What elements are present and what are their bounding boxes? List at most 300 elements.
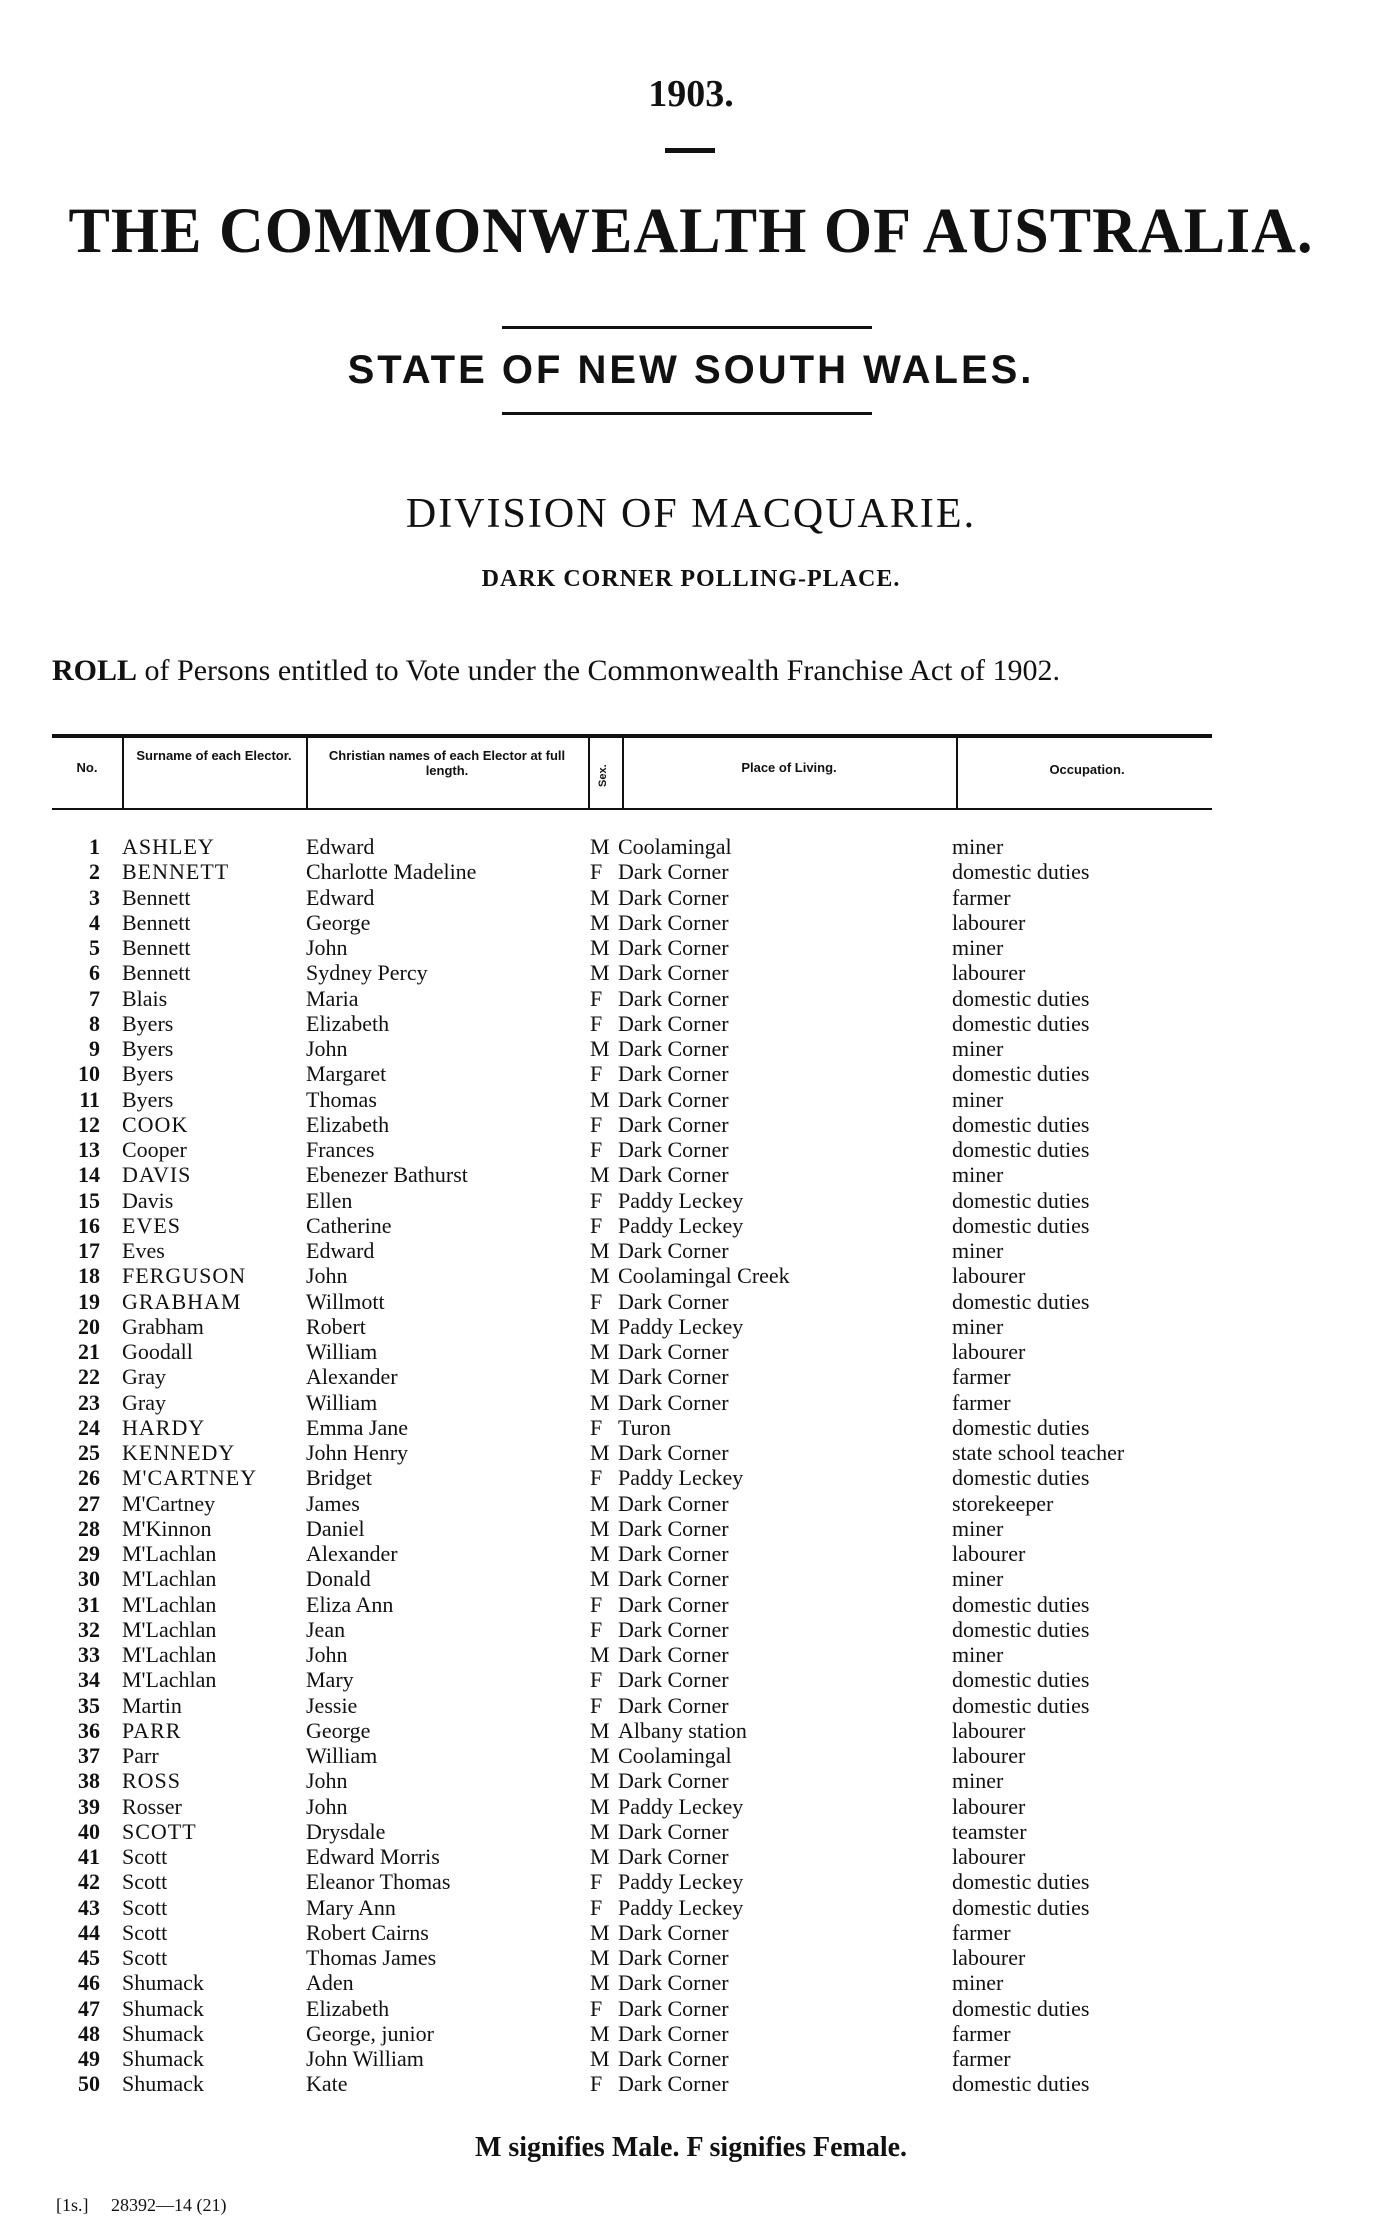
row-number: 30 xyxy=(78,1566,100,1592)
elector-occupation: domestic duties xyxy=(952,1591,1090,1617)
elector-place: Dark Corner xyxy=(618,1945,729,1970)
elector-surname: Eves xyxy=(122,1238,165,1263)
elector-sex: F xyxy=(590,1869,603,1895)
elector-place: Paddy Leckey xyxy=(618,1465,744,1491)
elector-sex: F xyxy=(590,2071,603,2097)
elector-sex: M xyxy=(590,1339,610,1364)
elector-christian-names: John xyxy=(306,935,348,960)
elector-surname: M'Kinnon xyxy=(122,1515,212,1541)
elector-occupation: domestic duties xyxy=(952,1010,1090,1036)
row-number: 34 xyxy=(78,1667,100,1693)
elector-surname: GRABHAM xyxy=(122,1288,242,1314)
elector-occupation: miner xyxy=(952,834,1004,859)
elector-christian-names: Eleanor Thomas xyxy=(306,1869,451,1895)
print-ref: 28392—14 (21) xyxy=(111,2195,227,2215)
row-number: 50 xyxy=(78,2071,100,2097)
row-number: 11 xyxy=(79,1086,100,1112)
elector-surname: COOK xyxy=(122,1111,189,1137)
elector-surname: FERGUSON xyxy=(122,1263,247,1289)
print-reference xyxy=(56,2195,227,2216)
elector-sex: M xyxy=(590,1919,610,1945)
row-number: 9 xyxy=(89,1036,100,1061)
elector-surname: Rosser xyxy=(122,1793,182,1819)
roll-rest: of Persons entitled to Vote under the Commonwealth Franchise Act of 1902. xyxy=(137,654,1060,687)
elector-occupation: miner xyxy=(952,1086,1004,1112)
row-number: 36 xyxy=(78,1717,100,1743)
elector-surname: Byers xyxy=(122,1086,174,1112)
elector-occupation: miner xyxy=(952,1162,1004,1188)
elector-christian-names: Alexander xyxy=(306,1541,398,1566)
elector-sex: F xyxy=(590,1414,603,1440)
elector-place: Dark Corner xyxy=(618,935,729,960)
elector-surname: M'Cartney xyxy=(122,1490,216,1516)
row-number: 40 xyxy=(78,1818,100,1844)
row-number: 24 xyxy=(78,1414,100,1440)
elector-sex: F xyxy=(590,1616,603,1642)
row-number: 26 xyxy=(78,1465,100,1491)
elector-christian-names: Sydney Percy xyxy=(306,960,428,986)
elector-christian-names: George xyxy=(306,1717,371,1743)
elector-surname: Shumack xyxy=(122,2071,204,2097)
elector-sex: F xyxy=(590,1061,603,1087)
row-number: 49 xyxy=(78,2046,100,2071)
elector-christian-names: Ebenezer Bathurst xyxy=(306,1162,468,1188)
elector-occupation: teamster xyxy=(952,1818,1027,1844)
row-number: 46 xyxy=(78,1970,100,1996)
elector-sex: F xyxy=(590,1894,603,1920)
row-number: 7 xyxy=(89,985,100,1011)
elector-occupation: domestic duties xyxy=(952,1187,1090,1213)
elector-occupation: labourer xyxy=(952,1541,1026,1566)
elector-christian-names: James xyxy=(306,1490,360,1516)
elector-place: Dark Corner xyxy=(618,909,729,935)
elector-place: Paddy Leckey xyxy=(618,1869,744,1895)
elector-place: Dark Corner xyxy=(618,1490,729,1516)
elector-place: Dark Corner xyxy=(618,1844,729,1869)
col-header-sex: Sex. xyxy=(597,764,609,788)
elector-surname: Byers xyxy=(122,1061,174,1087)
elector-surname: Blais xyxy=(122,985,168,1011)
elector-place: Dark Corner xyxy=(618,1364,729,1390)
elector-surname: Parr xyxy=(122,1743,159,1768)
elector-christian-names: George, junior xyxy=(306,2020,434,2046)
elector-place: Dark Corner xyxy=(618,884,729,910)
elector-surname: Goodall xyxy=(122,1339,193,1364)
sex-legend: M signifies Male. F signifies Female. xyxy=(474,2132,908,2163)
elector-christian-names: Bridget xyxy=(306,1465,372,1491)
elector-occupation: farmer xyxy=(952,2046,1011,2071)
row-number: 33 xyxy=(78,1642,100,1667)
elector-christian-names: Jessie xyxy=(306,1692,358,1718)
elector-place: Dark Corner xyxy=(618,1541,729,1566)
elector-sex: F xyxy=(590,1187,603,1213)
elector-occupation: miner xyxy=(952,1970,1004,1996)
elector-surname: M'Lachlan xyxy=(122,1616,217,1642)
elector-place: Coolamingal xyxy=(618,834,732,859)
elector-place: Paddy Leckey xyxy=(618,1894,744,1920)
row-number: 38 xyxy=(78,1768,100,1794)
row-number: 13 xyxy=(78,1137,100,1162)
elector-christian-names: Emma Jane xyxy=(306,1414,409,1440)
elector-place: Dark Corner xyxy=(618,1238,729,1263)
elector-sex: F xyxy=(590,1995,603,2021)
elector-sex: M xyxy=(590,1086,610,1112)
elector-christian-names: William xyxy=(306,1743,378,1768)
elector-christian-names: Ellen xyxy=(306,1187,353,1213)
row-number: 27 xyxy=(78,1490,100,1516)
elector-surname: Gray xyxy=(122,1389,166,1415)
elector-occupation: labourer xyxy=(952,1717,1026,1743)
elector-surname: Bennett xyxy=(122,935,191,960)
row-number: 6 xyxy=(89,960,100,986)
elector-surname: M'Lachlan xyxy=(122,1642,217,1667)
elector-christian-names: Donald xyxy=(306,1566,371,1592)
elector-surname: Martin xyxy=(122,1692,182,1718)
elector-occupation: labourer xyxy=(952,1263,1026,1289)
elector-sex: M xyxy=(590,1313,610,1339)
elector-place: Dark Corner xyxy=(618,1591,729,1617)
elector-sex: M xyxy=(590,960,610,986)
elector-sex: M xyxy=(590,884,610,910)
elector-occupation: labourer xyxy=(952,1793,1026,1819)
row-number: 41 xyxy=(78,1844,100,1869)
elector-christian-names: William xyxy=(306,1339,378,1364)
elector-place: Dark Corner xyxy=(618,1566,729,1592)
elector-occupation: farmer xyxy=(952,1919,1011,1945)
elector-place: Dark Corner xyxy=(618,1995,729,2021)
elector-place: Coolamingal xyxy=(618,1743,732,1768)
polling-place-heading: DARK CORNER POLLING-PLACE. xyxy=(481,566,901,592)
elector-place: Dark Corner xyxy=(618,1970,729,1996)
col-header-christian: Christian names of each Elector at full length. xyxy=(328,748,566,778)
elector-christian-names: Daniel xyxy=(306,1515,365,1541)
elector-christian-names: John xyxy=(306,1793,348,1819)
elector-occupation: domestic duties xyxy=(952,1212,1090,1238)
elector-occupation: domestic duties xyxy=(952,1288,1090,1314)
elector-place: Turon xyxy=(618,1414,671,1440)
elector-occupation: domestic duties xyxy=(952,859,1090,885)
row-number: 17 xyxy=(78,1238,100,1263)
elector-surname: EVES xyxy=(122,1212,181,1238)
elector-occupation: miner xyxy=(952,1238,1004,1263)
row-number: 35 xyxy=(78,1692,100,1718)
elector-christian-names: John xyxy=(306,1263,348,1289)
elector-sex: M xyxy=(590,1743,610,1768)
row-number: 1 xyxy=(89,834,100,859)
elector-place: Dark Corner xyxy=(618,1061,729,1087)
elector-surname: M'CARTNEY xyxy=(122,1465,258,1491)
elector-surname: Bennett xyxy=(122,909,191,935)
elector-sex: M xyxy=(590,1970,610,1996)
elector-sex: M xyxy=(590,1566,610,1592)
elector-occupation: miner xyxy=(952,1566,1004,1592)
elector-occupation: domestic duties xyxy=(952,1111,1090,1137)
elector-sex: F xyxy=(590,1667,603,1693)
elector-occupation: storekeeper xyxy=(952,1490,1054,1516)
elector-christian-names: Drysdale xyxy=(306,1818,386,1844)
row-number: 37 xyxy=(78,1743,100,1768)
elector-surname: Scott xyxy=(122,1869,168,1895)
column-divider xyxy=(122,738,124,808)
elector-surname: M'Lachlan xyxy=(122,1541,217,1566)
column-divider xyxy=(588,738,590,808)
row-number: 4 xyxy=(89,909,100,935)
elector-christian-names: Robert xyxy=(306,1313,366,1339)
elector-place: Dark Corner xyxy=(618,1642,729,1667)
elector-occupation: miner xyxy=(952,1036,1004,1061)
elector-sex: M xyxy=(590,1793,610,1819)
elector-sex: F xyxy=(590,1137,603,1162)
elector-place: Paddy Leckey xyxy=(618,1187,744,1213)
elector-place: Paddy Leckey xyxy=(618,1313,744,1339)
row-number: 15 xyxy=(78,1187,100,1213)
elector-sex: M xyxy=(590,1818,610,1844)
elector-sex: M xyxy=(590,1717,610,1743)
row-number: 25 xyxy=(78,1440,100,1465)
elector-sex: M xyxy=(590,1490,610,1516)
elector-christian-names: Thomas James xyxy=(306,1945,437,1970)
elector-place: Dark Corner xyxy=(618,1389,729,1415)
row-number: 8 xyxy=(89,1010,100,1036)
col-header-no: No. xyxy=(76,760,98,775)
row-number: 19 xyxy=(78,1288,100,1314)
elector-surname: Scott xyxy=(122,1894,168,1920)
elector-occupation: miner xyxy=(952,1313,1004,1339)
elector-occupation: domestic duties xyxy=(952,1894,1090,1920)
elector-place: Dark Corner xyxy=(618,1010,729,1036)
elector-surname: Scott xyxy=(122,1919,168,1945)
elector-christian-names: Edward xyxy=(306,1238,375,1263)
elector-occupation: domestic duties xyxy=(952,2071,1090,2097)
elector-surname: M'Lachlan xyxy=(122,1566,217,1592)
column-divider xyxy=(956,738,958,808)
elector-place: Dark Corner xyxy=(618,1288,729,1314)
elector-christian-names: William xyxy=(306,1389,378,1415)
elector-christian-names: Mary xyxy=(306,1667,354,1693)
elector-occupation: labourer xyxy=(952,1339,1026,1364)
elector-place: Dark Corner xyxy=(618,1818,729,1844)
elector-occupation: domestic duties xyxy=(952,1061,1090,1087)
column-divider xyxy=(306,738,308,808)
elector-place: Dark Corner xyxy=(618,985,729,1011)
elector-christian-names: Elizabeth xyxy=(306,1111,390,1137)
elector-occupation: domestic duties xyxy=(952,1616,1090,1642)
divider xyxy=(665,148,715,153)
elector-occupation: labourer xyxy=(952,960,1026,986)
row-number: 12 xyxy=(78,1111,100,1137)
elector-christian-names: Kate xyxy=(306,2071,348,2097)
elector-sex: M xyxy=(590,834,610,859)
elector-place: Dark Corner xyxy=(618,1616,729,1642)
elector-place: Dark Corner xyxy=(618,2071,729,2097)
elector-sex: M xyxy=(590,909,610,935)
elector-occupation: domestic duties xyxy=(952,1137,1090,1162)
elector-sex: M xyxy=(590,1364,610,1390)
elector-place: Dark Corner xyxy=(618,1515,729,1541)
elector-occupation: state school teacher xyxy=(952,1440,1125,1465)
divider xyxy=(502,412,872,415)
elector-surname: Byers xyxy=(122,1010,174,1036)
elector-surname: Bennett xyxy=(122,884,191,910)
elector-christian-names: Elizabeth xyxy=(306,1995,390,2021)
elector-christian-names: John William xyxy=(306,2046,424,2071)
elector-sex: M xyxy=(590,1440,610,1465)
elector-christian-names: Aden xyxy=(306,1970,354,1996)
row-number: 43 xyxy=(78,1894,100,1920)
elector-surname: Scott xyxy=(122,1945,168,1970)
elector-sex: M xyxy=(590,1844,610,1869)
elector-surname: M'Lachlan xyxy=(122,1667,217,1693)
elector-occupation: miner xyxy=(952,935,1004,960)
elector-occupation: farmer xyxy=(952,1364,1011,1390)
roll-description xyxy=(52,654,1060,688)
price: [1s.] xyxy=(56,2195,89,2215)
elector-surname: Byers xyxy=(122,1036,174,1061)
elector-occupation: domestic duties xyxy=(952,1692,1090,1718)
row-number: 2 xyxy=(89,859,100,885)
elector-sex: F xyxy=(590,1288,603,1314)
elector-place: Dark Corner xyxy=(618,1919,729,1945)
elector-place: Paddy Leckey xyxy=(618,1212,744,1238)
elector-surname: Cooper xyxy=(122,1137,187,1162)
year-heading: 1903. xyxy=(648,73,734,115)
row-number: 21 xyxy=(78,1339,100,1364)
elector-christian-names: Jean xyxy=(306,1616,346,1642)
elector-surname: SCOTT xyxy=(122,1818,197,1844)
elector-christian-names: Edward xyxy=(306,884,375,910)
elector-christian-names: Alexander xyxy=(306,1364,398,1390)
elector-surname: HARDY xyxy=(122,1414,206,1440)
elector-christian-names: Edward xyxy=(306,834,375,859)
elector-occupation: labourer xyxy=(952,1945,1026,1970)
elector-sex: M xyxy=(590,1389,610,1415)
elector-surname: DAVIS xyxy=(122,1162,192,1188)
elector-sex: F xyxy=(590,1111,603,1137)
elector-place: Dark Corner xyxy=(618,1440,729,1465)
elector-surname: BENNETT xyxy=(122,859,230,885)
elector-surname: Bennett xyxy=(122,960,191,986)
elector-sex: M xyxy=(590,935,610,960)
elector-sex: F xyxy=(590,1591,603,1617)
elector-place: Albany station xyxy=(618,1717,747,1743)
elector-christian-names: Catherine xyxy=(306,1212,392,1238)
elector-place: Dark Corner xyxy=(618,2046,729,2071)
elector-christian-names: Maria xyxy=(306,985,359,1011)
row-number: 48 xyxy=(78,2020,100,2046)
roll-lead: ROLL xyxy=(52,654,138,687)
elector-surname: ASHLEY xyxy=(122,834,215,859)
elector-christian-names: Elizabeth xyxy=(306,1010,390,1036)
elector-sex: M xyxy=(590,1945,610,1970)
elector-sex: M xyxy=(590,1541,610,1566)
row-number: 14 xyxy=(78,1162,100,1188)
row-number: 10 xyxy=(78,1061,100,1087)
elector-place: Dark Corner xyxy=(618,1692,729,1718)
elector-christian-names: John xyxy=(306,1768,348,1794)
divider xyxy=(502,326,872,329)
elector-surname: Scott xyxy=(122,1844,168,1869)
elector-surname: Shumack xyxy=(122,1970,204,1996)
elector-occupation: farmer xyxy=(952,884,1011,910)
elector-surname: Shumack xyxy=(122,2020,204,2046)
elector-occupation: domestic duties xyxy=(952,1667,1090,1693)
elector-sex: M xyxy=(590,1642,610,1667)
elector-sex: M xyxy=(590,2046,610,2071)
elector-occupation: domestic duties xyxy=(952,1465,1090,1491)
row-number: 31 xyxy=(78,1591,100,1617)
row-number: 18 xyxy=(78,1263,100,1289)
row-number: 20 xyxy=(78,1313,100,1339)
elector-christian-names: Mary Ann xyxy=(306,1894,396,1920)
elector-occupation: farmer xyxy=(952,2020,1011,2046)
elector-christian-names: John xyxy=(306,1642,348,1667)
elector-occupation: miner xyxy=(952,1768,1004,1794)
row-number: 28 xyxy=(78,1515,100,1541)
elector-christian-names: John Henry xyxy=(306,1440,409,1465)
elector-sex: M xyxy=(590,1515,610,1541)
elector-christian-names: Charlotte Madeline xyxy=(306,859,477,885)
elector-place: Paddy Leckey xyxy=(618,1793,744,1819)
elector-surname: KENNEDY xyxy=(122,1440,236,1465)
elector-place: Dark Corner xyxy=(618,960,729,986)
elector-surname: Shumack xyxy=(122,2046,204,2071)
elector-place: Dark Corner xyxy=(618,1137,729,1162)
col-header-occupation: Occupation. xyxy=(1049,762,1125,777)
elector-occupation: labourer xyxy=(952,909,1026,935)
elector-surname: Gray xyxy=(122,1364,166,1390)
elector-sex: F xyxy=(590,985,603,1011)
elector-occupation: miner xyxy=(952,1642,1004,1667)
elector-occupation: domestic duties xyxy=(952,1414,1090,1440)
table-header-rule xyxy=(52,808,1212,810)
elector-sex: M xyxy=(590,2020,610,2046)
elector-sex: F xyxy=(590,1212,603,1238)
elector-sex: M xyxy=(590,1263,610,1289)
elector-sex: M xyxy=(590,1036,610,1061)
elector-surname: Davis xyxy=(122,1187,174,1213)
col-header-place: Place of Living. xyxy=(741,760,837,775)
row-number: 44 xyxy=(78,1919,100,1945)
state-heading: STATE OF NEW SOUTH WALES. xyxy=(347,348,1035,392)
column-divider xyxy=(622,738,624,808)
row-number: 45 xyxy=(78,1945,100,1970)
elector-place: Coolamingal Creek xyxy=(618,1263,790,1289)
elector-sex: M xyxy=(590,1238,610,1263)
elector-christian-names: George xyxy=(306,909,371,935)
col-header-surname: Surname of each Elector. xyxy=(136,748,292,763)
elector-place: Dark Corner xyxy=(618,1086,729,1112)
elector-place: Dark Corner xyxy=(618,1111,729,1137)
elector-sex: F xyxy=(590,1692,603,1718)
elector-place: Dark Corner xyxy=(618,1036,729,1061)
elector-christian-names: John xyxy=(306,1036,348,1061)
row-number: 47 xyxy=(78,1995,100,2021)
elector-occupation: farmer xyxy=(952,1389,1011,1415)
row-number: 23 xyxy=(78,1389,100,1415)
row-number: 32 xyxy=(78,1616,100,1642)
elector-place: Dark Corner xyxy=(618,1768,729,1794)
elector-christian-names: Edward Morris xyxy=(306,1844,440,1869)
elector-surname: PARR xyxy=(122,1717,182,1743)
elector-place: Dark Corner xyxy=(618,859,729,885)
elector-occupation: domestic duties xyxy=(952,1995,1090,2021)
division-heading: DIVISION OF MACQUARIE. xyxy=(405,491,977,537)
table-top-rule xyxy=(52,734,1212,738)
elector-sex: M xyxy=(590,1768,610,1794)
elector-christian-names: Margaret xyxy=(306,1061,387,1087)
row-number: 39 xyxy=(78,1793,100,1819)
row-number: 42 xyxy=(78,1869,100,1895)
